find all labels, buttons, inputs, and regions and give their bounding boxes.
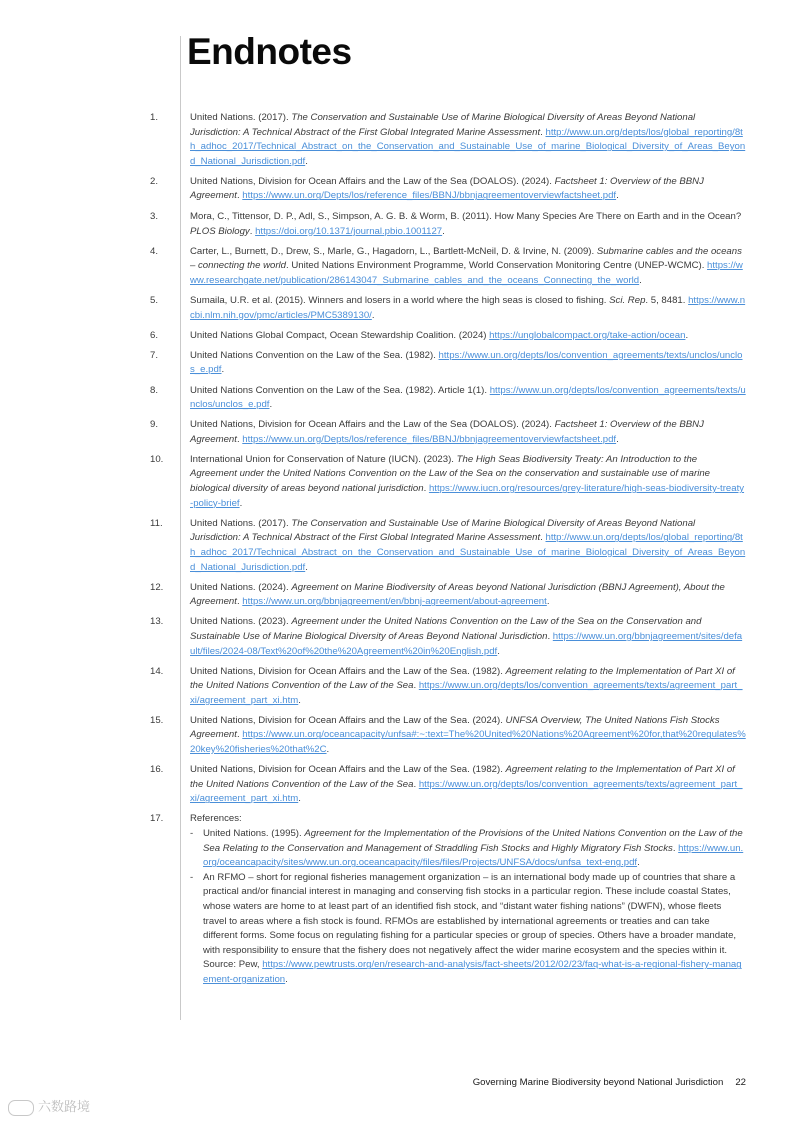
citation-link[interactable]: https://www.un.org/depts/los/convention_agreements/texts/agreement_part_xi/agreement_part_xi.htm [190, 680, 743, 706]
citation-text: International Union for Conservation of Nature (IUCN). (2023). [190, 453, 457, 465]
citation-text: . [305, 155, 308, 167]
watermark [8, 1096, 90, 1116]
endnote-citation [190, 665, 746, 709]
citation-text: . [326, 744, 330, 756]
citation-text: . [540, 532, 546, 544]
citation-text: . [413, 778, 419, 790]
watermark-text: 六数路境 [38, 1100, 91, 1115]
endnote-number: 10. [150, 453, 164, 465]
citation-text: . [639, 274, 642, 286]
endnote-citation [190, 517, 746, 575]
citation-title: The Conservation and Sustainable Use of Marine Biological Diversity of Areas Beyond National Jurisdiction: A Technical Abstract of the First Global Integrated Marine Assessment [190, 517, 696, 544]
citation-text: . [236, 729, 243, 741]
citation-text: United Nations. (1995). [203, 828, 305, 840]
endnote-citation [190, 111, 746, 169]
page-footer [473, 1077, 746, 1088]
endnote-item [0, 453, 793, 511]
citation-link[interactable]: http://www.un.org/depts/los/global_reporting/8th_adhoc_2017/Technical_Abstract_on_the_Conservation_and_Sustainable_Use_of_marine_Biological_Diversity_of_Areas_Beyond_National_Jurisdiction.pdf [190, 532, 746, 573]
endnote-item [0, 210, 793, 239]
endnote-item [0, 294, 793, 323]
endnote-citation [190, 763, 746, 807]
endnote-citation [190, 812, 746, 987]
citation-text: . United Nations Environment Programme, World Conservation Monitoring Centre (UNEP-WCMC). [286, 260, 708, 272]
endnote-citation [190, 384, 746, 413]
page-title: Endnotes [187, 31, 352, 72]
endnote-item [0, 714, 793, 758]
endnote-number: 9. [150, 419, 159, 431]
endnote-item [0, 349, 793, 378]
citation-text: . [442, 225, 445, 237]
citation-text: . [236, 596, 243, 608]
watermark-logo-icon [8, 1100, 34, 1116]
citation-link[interactable]: https://www.un.org/bbnjagreement/en/bbnj-agreement/about-agreement [242, 596, 547, 608]
endnote-item [0, 665, 793, 709]
citation-link[interactable]: https://www.un.org/depts/los/convention_agreements/texts/agreement_part_xi/agreement_part_xi.htm [190, 778, 743, 805]
citation-text: United Nations, Division for Ocean Affairs and the Law of the Sea. (1982). [190, 764, 506, 776]
endnote-item [0, 581, 793, 610]
endnote-number: 3. [150, 211, 159, 223]
endnote-citation [190, 175, 746, 204]
bullet-dash: - [190, 871, 194, 883]
citation-text: Carter, L., Burnett, D., Drew, S., Marle, G., Hagadorn, L., Bartlett-McNeil, D. & Irvine, N. (2009). [190, 245, 597, 257]
citation-title: Factsheet 1: Overview of the BBNJ Agreement [190, 419, 704, 445]
citation-text: . [672, 842, 679, 854]
citation-text: United Nations Convention on the Law of the Sea. (1982). [190, 349, 439, 361]
endnote-item [0, 763, 793, 807]
endnote-number: 8. [150, 384, 159, 396]
endnote-item [0, 245, 793, 289]
citation-link[interactable]: https://www.pewtrusts.org/en/research-and-analysis/fact-sheets/2012/02/23/faq-what-is-a-regional-fishery-management-organization [203, 959, 742, 985]
citation-text: . [546, 596, 550, 608]
citation-text: . [413, 680, 419, 692]
endnote-citation [190, 714, 746, 758]
citation-link[interactable]: https://unglobalcompact.org/take-action/ocean [489, 329, 686, 341]
endnote-number: 17. [150, 813, 164, 825]
citation-text: An RFMO – short for regional fisheries management organization – is an international body made up of countries that share a practical and/or financial interest in managing and conserving fish stocks in a particular region. These include coastal States, whose waters are home to at least part of an identified fish stock, and “distant water fishing nations” (DWFN), whose fleets travel to areas where a fish stock is found. RFMOs are established by international agreements or treaties and can take different forms. Some focus on regulating fishing for a particular species or group of species. Others have a broader mandate, with responsibility to ensure that the fishery does not negatively affect the wider marine ecosystem and the species within it. Source: Pew, [203, 871, 737, 971]
endnote-item [0, 615, 793, 659]
citation-title: Agreement relating to the Implementation of Part XI of the United Nations Convention of the Law of the Sea [190, 665, 735, 692]
citation-text: . [616, 433, 619, 445]
citation-text: United Nations. (2017). [190, 517, 292, 529]
citation-link[interactable]: https://www.un.org/Depts/los/reference_files/BBNJ/bbnjagreementoverviewfactsheet.pdf [242, 190, 617, 202]
endnote-citation [190, 418, 746, 447]
endnote-citation [190, 615, 746, 659]
citation-title: Agreement relating to the Implementation of Part XI of the United Nations Convention of the Law of the Sea [190, 764, 735, 790]
citation-title: The Conservation and Sustainable Use of Marine Biological Diversity of Areas Beyond National Jurisdiction: A Technical Abstract of the First Global Integrated Marine Assessment [190, 112, 696, 138]
endnote-number: 15. [150, 714, 164, 726]
endnote-item [0, 175, 793, 204]
citation-text: References: [190, 813, 242, 825]
citation-title: Agreement on Marine Biodiversity of Areas beyond National Jurisdiction (BBNJ Agreement), About the Agreement [190, 581, 725, 608]
citation-link[interactable]: https://doi.org/10.1371/journal.pbio.1001127 [255, 225, 443, 237]
endnote-citation [190, 581, 746, 610]
citation-link[interactable]: https://www.un.org/oceancapacity/sites/www.un.org.oceancapacity/files/files/Projects/UNFSA/docs/unfsa_text-eng.pdf [203, 842, 744, 869]
endnotes-list [0, 111, 793, 988]
citation-text: United Nations. (2023). [190, 616, 292, 628]
citation-text: United Nations, Division for Ocean Affairs and the Law of the Sea (DOALOS). (2024). [190, 175, 555, 187]
endnote-citation [190, 294, 746, 323]
endnote-number: 2. [150, 175, 159, 187]
citation-text: . [540, 126, 546, 138]
endnote-citation [190, 349, 746, 378]
endnote-number: 16. [150, 764, 164, 776]
bullet-dash: - [190, 828, 194, 840]
endnote-citation [190, 245, 746, 289]
citation-link[interactable]: https://www.researchgate.net/publication/286143047_Submarine_cables_and_the_oceans_Connecting_the_world [190, 260, 743, 286]
citation-text: . [423, 483, 429, 495]
endnote-citation [190, 329, 746, 344]
endnote-item [0, 329, 793, 344]
citation-text: . 5, 8481. [645, 295, 689, 307]
citation-link[interactable]: https://www.un.org/depts/los/convention_agreements/texts/unclos/unclos_e.pdf [190, 349, 743, 376]
citation-text: . [298, 793, 301, 805]
citation-title: UNFSA Overview, The United Nations Fish Stocks Agreement [190, 714, 720, 741]
citation-link[interactable]: http://www.un.org/depts/los/global_reporting/8th_adhoc_2017/Technical_Abstract_on_the_Conservation_and_Sustainable_Use_of_marine_Biological_Diversity_of_Areas_Beyond_National_Jurisdiction.pdf [190, 126, 746, 167]
endnote-subitem [190, 871, 746, 988]
citation-text: United Nations. (2024). [190, 581, 292, 593]
endnote-citation [190, 210, 746, 239]
endnote-citation [190, 453, 746, 511]
endnote-item [0, 384, 793, 413]
citation-text: Mora, C., Tittensor, D. P., Adl, S., Simpson, A. G. B. & Worm, B. (2011). How Many Species Are There on Earth and in the Ocean? [190, 211, 742, 223]
endnote-item [0, 111, 793, 169]
citation-link[interactable]: https://www.iucn.org/resources/grey-literature/high-seas-biodiversity-treaty-policy-brief [190, 483, 745, 509]
citation-text: United Nations Convention on the Law of the Sea. (1982). Article 1(1). [190, 384, 490, 396]
footer-document-title: Governing Marine Biodiversity beyond National Jurisdiction [472, 1077, 724, 1088]
citation-text: . [685, 329, 689, 341]
endnote-number: 6. [150, 329, 159, 341]
citation-link[interactable]: https://www.ncbi.nlm.nih.gov/pmc/articles/PMC5389130/ [190, 295, 746, 321]
endnote-number: 11. [150, 517, 163, 529]
citation-link[interactable]: https://www.un.org/Depts/los/reference_files/BBNJ/bbnjagreementoverviewfactsheet.pdf [242, 433, 617, 445]
citation-title: Agreement for the Implementation of the Provisions of the United Nations Convention on the Law of the Sea Relating to the Conservation and Management of Straddling Fish Stocks and Highly Migratory Fish Stocks [203, 828, 743, 854]
endnote-number: 7. [150, 349, 159, 361]
citation-text: . [547, 630, 553, 642]
citation-title: The High Seas Biodiversity Treaty: An Introduction to the Agreement under the United Nations Convention on the Law of the Sea on the conservation and sustainable use of marine biological diversity of areas beyond national jurisdiction [190, 453, 710, 495]
citation-text: . [239, 497, 243, 509]
citation-text: . [305, 561, 308, 573]
citation-text: . [236, 190, 243, 202]
citation-title: Sci. Rep [609, 295, 646, 307]
page-number: 22 [735, 1077, 746, 1088]
endnote-number: 5. [150, 295, 159, 307]
citation-text: United Nations, Division for Ocean Affairs and the Law of the Sea (DOALOS). (2024). [190, 419, 555, 431]
citation-text: United Nations, Division for Ocean Affairs and the Law of the Sea. (2024). [190, 714, 506, 726]
citation-text: . [285, 973, 288, 985]
citation-text: . [371, 309, 375, 321]
citation-title: Factsheet 1: Overview of the BBNJ Agreement [190, 175, 704, 202]
endnote-number: 14. [150, 665, 164, 677]
endnote-number: 4. [150, 245, 159, 257]
citation-text: . [269, 399, 273, 411]
citation-text: United Nations, Division for Ocean Affairs and the Law of the Sea. (1982). [190, 665, 506, 677]
citation-text: . [236, 433, 243, 445]
endnote-number: 13. [150, 616, 164, 628]
endnote-number: 12. [150, 581, 164, 593]
endnote-item [0, 517, 793, 575]
citation-text: . [497, 645, 500, 657]
citation-title: PLOS Biology [190, 225, 250, 237]
endnote-item [0, 812, 793, 987]
endnote-number: 1. [150, 112, 159, 123]
endnote-subitem [190, 827, 746, 871]
citation-link[interactable]: https://www.un.org/depts/los/convention_agreements/texts/unclos/unclos_e.pdf [190, 384, 746, 411]
citation-link[interactable]: https://www.un.org/oceancapacity/unfsa#:~:text=The%20United%20Nations%20Agreement%20for,that%20regulates%20key%20fisheries%20that%2C [190, 729, 746, 756]
citation-text: . [249, 225, 256, 237]
citation-text: . [637, 857, 640, 869]
endnote-item [0, 418, 793, 447]
citation-text: United Nations Global Compact, Ocean Stewardship Coalition. (2024) [190, 329, 490, 341]
citation-text: . [221, 364, 225, 376]
citation-text: . [298, 694, 301, 706]
citation-text: Sumaila, U.R. et al. (2015). Winners and losers in a world where the high seas is closed to fishing. [190, 295, 610, 307]
citation-text: United Nations. (2017). [190, 112, 292, 123]
citation-title: Agreement under the United Nations Convention on the Law of the Sea on the Conservation and Sustainable Use of Marine Biological Diversity of Areas Beyond National Jurisdiction [190, 616, 702, 642]
citation-text: . [616, 190, 619, 202]
citation-link[interactable]: https://www.un.org/bbnjagreement/sites/default/files/2024-08/Text%20of%20the%20Agreement%20in%20English.pdf [190, 630, 743, 657]
citation-title: Submarine cables and the oceans – connecting the world [190, 245, 742, 272]
